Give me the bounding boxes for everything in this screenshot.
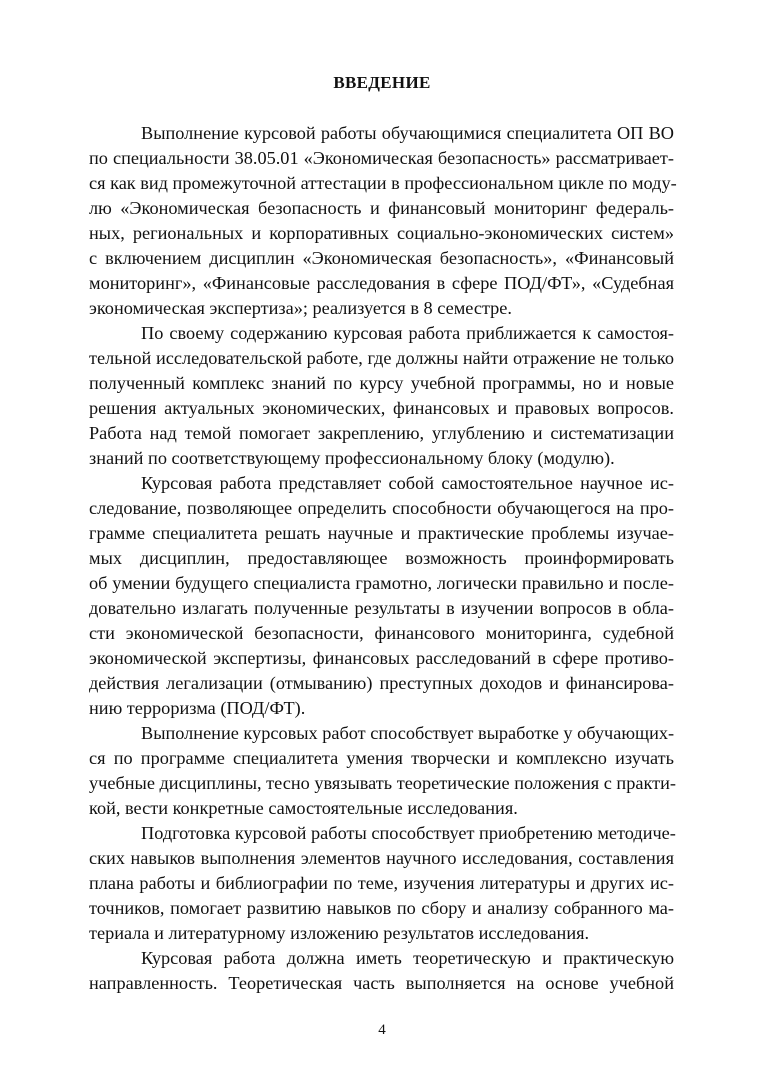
text-line: экономической экспертизы, финансовых расследований в сфере противо-	[89, 648, 674, 668]
text-line: ских навыков выполнения элементов научного исследования, составления	[89, 848, 674, 868]
text-line: териала и литературному изложению результатов исследования.	[89, 923, 590, 943]
text-line: Курсовая работа представляет собой самостоятельное научное ис-	[141, 473, 674, 493]
text-line: кой, вести конкретные самостоятельные исследования.	[89, 798, 518, 818]
text-line: ных, региональных и корпоративных социально-экономических систем»	[89, 223, 674, 243]
page-number: 4	[378, 1022, 386, 1038]
text-line: об умении будущего специалиста грамотно, логически правильно и после-	[89, 573, 674, 593]
text-line: Подготовка курсовой работы способствует приобретению методиче-	[141, 823, 676, 843]
text-line: плана работы и библиографии по теме, изучения литературы и других ис-	[89, 873, 674, 893]
text-line: знаний по соответствующему профессиональному блоку (модулю).	[89, 448, 615, 468]
text-line: направленность. Теоретическая часть выполняется на основе учебной	[89, 973, 674, 993]
text-line: Курсовая работа должна иметь теоретическую и практическую	[141, 948, 674, 968]
text-line: решения актуальных экономических, финансовых и правовых вопросов.	[89, 398, 674, 418]
text-line: точников, помогает развитию навыков по сбору и анализу собранного ма-	[89, 898, 674, 918]
text-line: лю «Экономическая безопасность и финансовый мониторинг федераль-	[89, 198, 674, 218]
text-line: тельной исследовательской работе, где должны найти отражение не только	[89, 348, 674, 368]
text-line: полученный комплекс знаний по курсу учебной программы, но и новые	[89, 373, 674, 393]
text-line: По своему содержанию курсовая работа приближается к самостоя-	[141, 323, 674, 343]
text-line: экономическая экспертиза»; реализуется в 8 семестре.	[89, 298, 512, 318]
text-line: ся как вид промежуточной аттестации в профессиональном цикле по моду-	[89, 173, 677, 193]
body-text	[89, 121, 677, 996]
text-line: Работа над темой помогает закреплению, углублению и систематизации	[89, 423, 674, 443]
text-line: нию терроризма (ПОД/ФТ).	[89, 698, 306, 718]
page-title: ВВЕДЕНИЕ	[333, 73, 431, 92]
text-line: Выполнение курсовых работ способствует выработке у обучающих-	[141, 723, 675, 743]
text-line: мых дисциплин, предоставляющее возможность проинформировать	[89, 548, 674, 568]
text-line: с включением дисциплин «Экономическая безопасность», «Финансовый	[89, 248, 674, 268]
text-line: Выполнение курсовой работы обучающимися специалитета ОП ВО	[141, 123, 674, 143]
text-line: сти экономической безопасности, финансового мониторинга, судебной	[89, 623, 674, 643]
text-line: учебные дисциплины, тесно увязывать теоретические положения с практи-	[89, 773, 676, 793]
text-line: действия легализации (отмыванию) преступных доходов и финансирова-	[89, 673, 674, 693]
text-line: ся по программе специалитета умения творчески и комплексно изучать	[89, 748, 674, 768]
text-line: грамме специалитета решать научные и практические проблемы изучае-	[89, 523, 674, 543]
text-line: довательно излагать полученные результаты в изучении вопросов в обла-	[89, 598, 674, 618]
text-line: следование, позволяющее определить способности обучающегося на про-	[89, 498, 674, 518]
text-line: мониторинг», «Финансовые расследования в сфере ПОД/ФТ», «Судебная	[89, 273, 674, 293]
text-line: по специальности 38.05.01 «Экономическая безопасность» рассматривает-	[89, 148, 674, 168]
